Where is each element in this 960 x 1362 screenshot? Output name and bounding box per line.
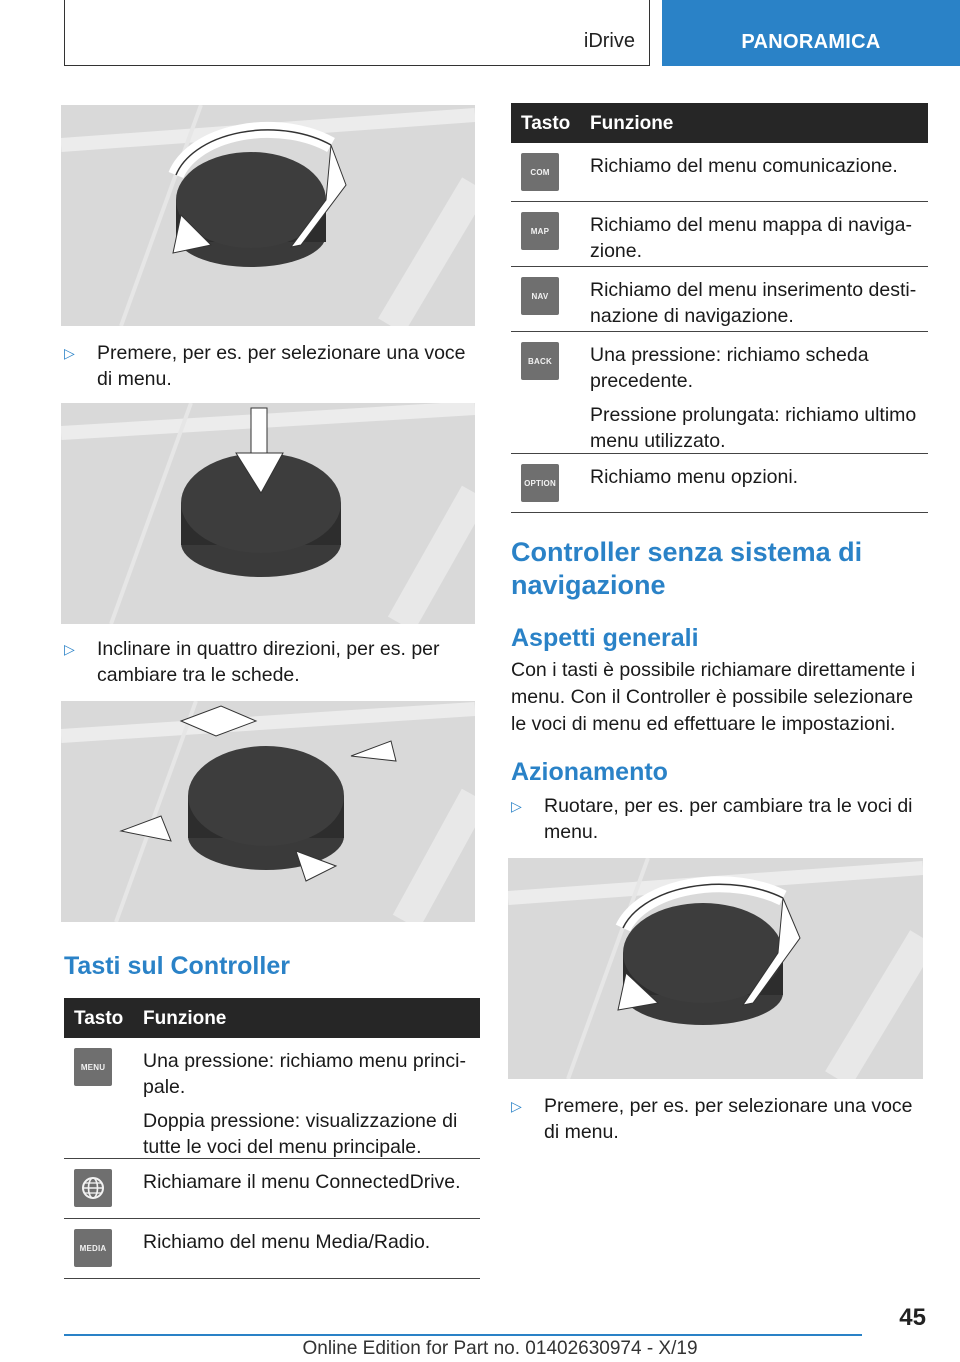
bullet-tilt: [64, 636, 476, 688]
nav-key-icon: NAV: [521, 277, 559, 315]
row-function: [590, 212, 922, 264]
header-section-box: [64, 0, 650, 66]
table-header-key: Tasto: [74, 1008, 124, 1029]
table-row: [511, 143, 928, 202]
table-header-function: Funzione: [590, 113, 674, 134]
row-function-line: Doppia pressione: visualizzazione di tutte le voci del menu principale.: [143, 1110, 458, 1158]
right-keys-table: [511, 103, 928, 513]
table-header-key: Tasto: [521, 113, 571, 134]
row-function: [590, 153, 922, 179]
triangle-right-icon: ▷: [511, 1098, 522, 1114]
row-function-line: Richiamo del menu Media/Radio.: [143, 1231, 431, 1253]
triangle-right-icon: ▷: [64, 641, 75, 657]
bullet-rotate-text: Ruotare, per es. per cambiare tra le voci di menu.: [544, 795, 913, 843]
header-tab: [662, 0, 960, 66]
row-function-line: Richiamo del menu comunicazione.: [590, 155, 898, 177]
table-header: [64, 998, 480, 1038]
controller-rotate-photo: [61, 105, 475, 326]
bullet-press-2: [511, 1093, 928, 1145]
row-function: [143, 1229, 474, 1255]
general-aspects-paragraph: Con i tasti è possibile richiamare direttamente i menu. Con il Controller è possibile selezionare le voci di menu ed effettuare le impostazioni.: [511, 659, 916, 735]
row-function: [590, 342, 922, 454]
triangle-right-icon: ▷: [64, 345, 75, 361]
heading-general-aspects: Aspetti generali: [511, 624, 699, 652]
row-function-line: Richiamare il menu ConnectedDrive.: [143, 1171, 461, 1193]
row-function: [590, 277, 922, 329]
row-function-line: Una pressione: richiamo menu principale.: [143, 1050, 466, 1098]
row-function: [590, 464, 922, 490]
row-function: [143, 1048, 474, 1160]
table-row: [64, 1038, 480, 1159]
row-function-line: Una pressione: richiamo scheda precedente.: [590, 344, 869, 392]
controller-press-photo: [61, 403, 475, 624]
left-keys-table: [64, 998, 480, 1279]
row-function-line: Richiamo del menu mappa di navigazione.: [590, 214, 912, 262]
header-tab-label: PANORAMICA: [741, 31, 881, 53]
globe-icon: [74, 1169, 112, 1207]
table-header-function: Funzione: [143, 1008, 227, 1029]
row-function-line: Pressione prolungata: richiamo ultimo menu utilizzato.: [590, 404, 917, 452]
bullet-tilt-text: Inclinare in quattro direzioni, per es. per cambiare tra le schede.: [97, 638, 440, 686]
heading-controller-without-nav: Controller senza sistema di navigazione: [511, 537, 863, 600]
back-key-icon: BACK: [521, 342, 559, 380]
table-row: [511, 202, 928, 267]
header-section-label: iDrive: [583, 30, 635, 52]
table-row: [64, 1219, 480, 1279]
row-function: [143, 1169, 474, 1195]
bullet-press-2-text: Premere, per es. per selezionare una voce di menu.: [544, 1095, 913, 1143]
heading-controller-keys: Tasti sul Controller: [64, 952, 290, 980]
bullet-press: [64, 340, 476, 392]
heading-operation: Azionamento: [511, 758, 668, 786]
footer-edition: Online Edition for Part no. 01402630974 - X/19: [302, 1338, 698, 1359]
table-row: [511, 454, 928, 513]
controller-rotate-photo-2: [508, 858, 923, 1079]
row-function-line: Richiamo del menu inserimento destinazione di navigazione.: [590, 279, 917, 327]
table-row: [64, 1159, 480, 1219]
page-number: 45: [899, 1304, 926, 1331]
table-row: [511, 267, 928, 332]
table-row: [511, 332, 928, 454]
media-key-icon: MEDIA: [74, 1229, 112, 1267]
table-header: [511, 103, 928, 143]
triangle-right-icon: ▷: [511, 798, 522, 814]
controller-tilt-photo: [61, 701, 475, 922]
bullet-press-text: Premere, per es. per selezionare una voce di menu.: [97, 342, 466, 390]
map-key-icon: MAP: [521, 212, 559, 250]
footer-divider: [64, 1334, 862, 1336]
option-key-icon: OPTION: [521, 464, 559, 502]
com-key-icon: COM: [521, 153, 559, 191]
menu-key-icon: MENU: [74, 1048, 112, 1086]
row-function-line: Richiamo menu opzioni.: [590, 466, 799, 488]
bullet-rotate: [511, 793, 928, 845]
